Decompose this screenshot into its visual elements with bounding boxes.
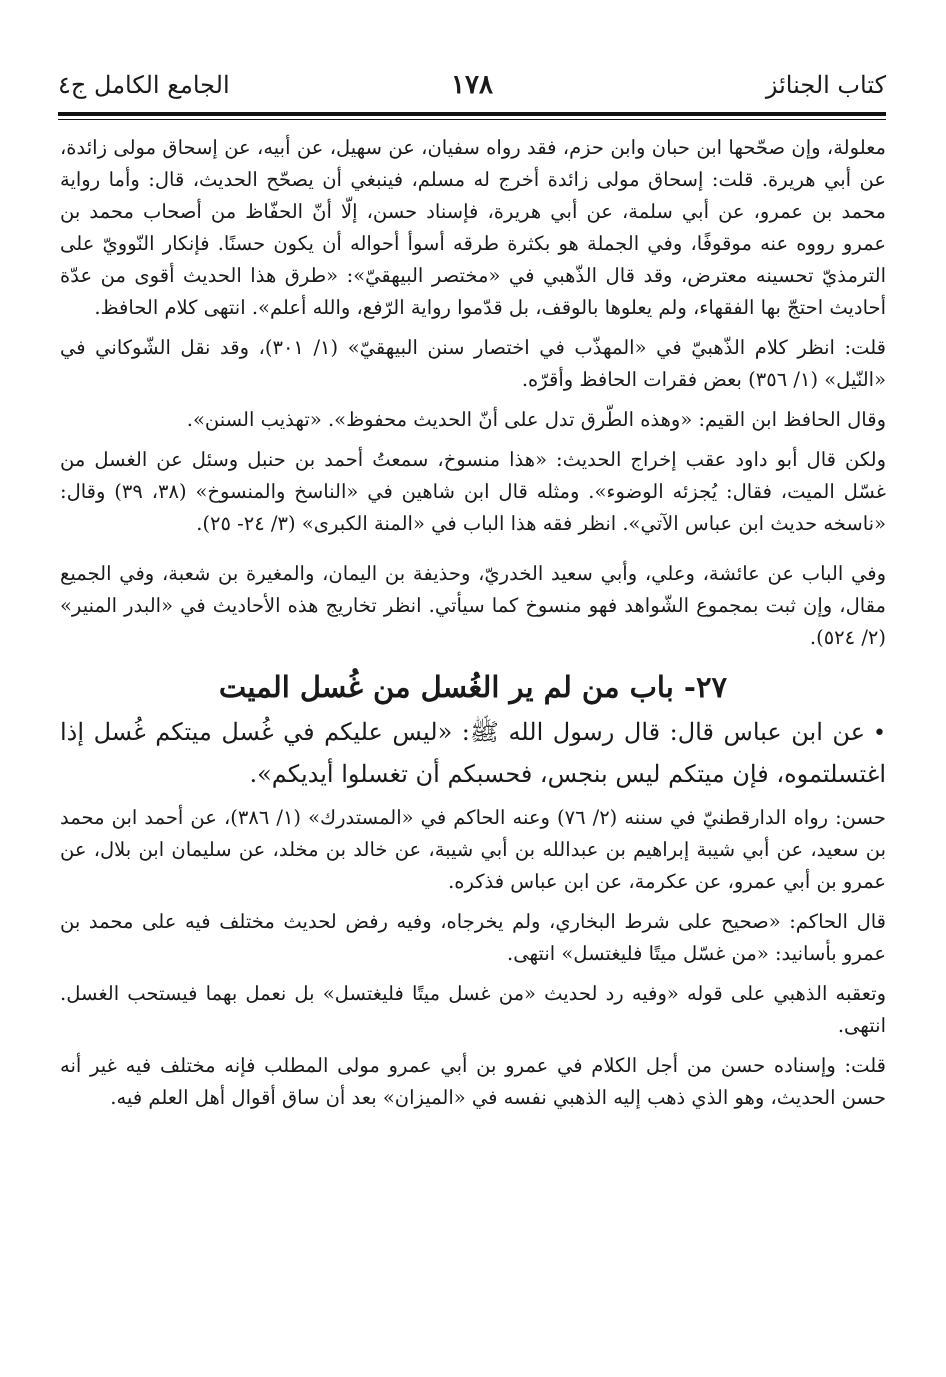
paragraph: معلولة، وإن صحّحها ابن حبان وابن حزم، فقد رواه سفيان، عن سهيل، عن أبيه، عن إسحاق مولى زائدة، عن أبي هريرة. قلت: إسحاق مولى زائدة أخرج له مسلم، فينبغي أن يصحّح الحديث، قال: وأما رواية محمد بن عمرو، عن أبي سلمة، عن أبي هريرة، فإسناد حسن، إلّا أنّ الحفّاظ من أصحاب محمد بن عمرو رووه عنه موقوفًا، وفي الجملة هو بكثرة طرقه أسوأ أحواله أن يكون حسنًا. فإنكار النّوويّ على الترمذيّ تحسينه معترض، وقد قال الذّهبي في «مختصر البيهقيّ»: «طرق هذا الحديث أقوى من عدّة أحاديث احتجّ بها الفقهاء، ولم يعلوها بالوقف، بل قدّموا رواية الرّفع، والله أعلم». انتهى كلام الحافظ. bbox=[60, 136, 886, 319]
header-rule-thin bbox=[58, 119, 886, 120]
paragraph: حسن: رواه الدارقطنيّ في سننه (٢/ ٧٦) وعنه الحاكم في «المستدرك» (١/ ٣٨٦)، عن أحمد ابن محمد بن سعيد، عن أبي شيبة إبراهيم بن عبدالله بن أبي شيبة، عن خالد بن مخلد، عن سليمان ابن بلال، عن عمرو بن أبي عمرو، عن عكرمة، عن ابن عباس فذكره. bbox=[60, 806, 886, 893]
hadith-body: عن ابن عباس قال: قال رسول الله ﷺ: «ليس عليكم في غُسل ميتكم غُسل إذا اغتسلتموه، فإن ميتكم ليس بنجس، فحسبكم أن تغسلوا أيديكم». bbox=[60, 718, 886, 788]
page-body bbox=[60, 132, 886, 1114]
paragraph: وتعقبه الذهبي على قوله «وفيه رد لحديث «من غسل ميتًا فليغتسل» بل نعمل بهما فيستحب الغسل. انتهى. bbox=[60, 982, 886, 1037]
header-chapter-title: كتاب الجنائز bbox=[765, 71, 886, 99]
page-number: ١٧٨ bbox=[451, 70, 493, 100]
page-header bbox=[58, 60, 886, 110]
paragraph: قلت: انظر كلام الذّهبيّ في «المهذّب في اختصار سنن البيهقيّ» (١/ ٣٠١)، وقد نقل الشّوكاني في «النّيل» (١/ ٣٥٦) بعض فقرات الحافظ وأقرّه. bbox=[60, 336, 886, 391]
chapter-heading: ٢٧- باب من لم ير الغُسل من غُسل الميت bbox=[218, 670, 728, 704]
paragraph: قال الحاكم: «صحيح على شرط البخاري، ولم يخرجاه، وفيه رفض لحديث مختلف فيه على محمد بن عمرو بأسانيد: «من غسّل ميتًا فليغتسل» انتهى. bbox=[60, 910, 886, 965]
paragraph: وقال الحافظ ابن القيم: «وهذه الطّرق تدل على أنّ الحديث محفوظ». «تهذيب السنن». bbox=[186, 408, 886, 431]
header-rule-thick bbox=[58, 112, 886, 116]
hadith-text bbox=[60, 712, 886, 794]
header-book-title: الجامع الكامل ج٤ bbox=[58, 71, 230, 99]
paragraph: وفي الباب عن عائشة، وعلي، وأبي سعيد الخدريّ، وحذيفة بن اليمان، والمغيرة بن شعبة، وفي الجميع مقال، وإن ثبت بمجموع الشّواهد فهو منسوخ كما سيأتي. انظر تخاريج هذه الأحاديث في «البدر المنير» (٢/ ٥٢٤). bbox=[60, 562, 886, 649]
hadith-bullet: • bbox=[873, 721, 886, 746]
paragraph: قلت: وإسناده حسن من أجل الكلام في عمرو بن أبي عمرو مولى المطلب فإنه مختلف فيه غير أنه حسن الحديث، وهو الذي ذهب إليه الذهبي نفسه في «الميزان» بعد أن ساق أقوال أهل العلم فيه. bbox=[60, 1054, 886, 1109]
paragraph: ولكن قال أبو داود عقب إخراج الحديث: «هذا منسوخ، سمعتُ أحمد بن حنبل وسئل عن الغسل من غسّل الميت، فقال: يُجزئه الوضوء». ومثله قال ابن شاهين في «الناسخ والمنسوخ» (٣٨، ٣٩) وقال: «ناسخه حديث ابن عباس الآتي». انظر فقه هذا الباب في «المنة الكبرى» (٣/ ٢٤- ٢٥). bbox=[60, 448, 886, 535]
